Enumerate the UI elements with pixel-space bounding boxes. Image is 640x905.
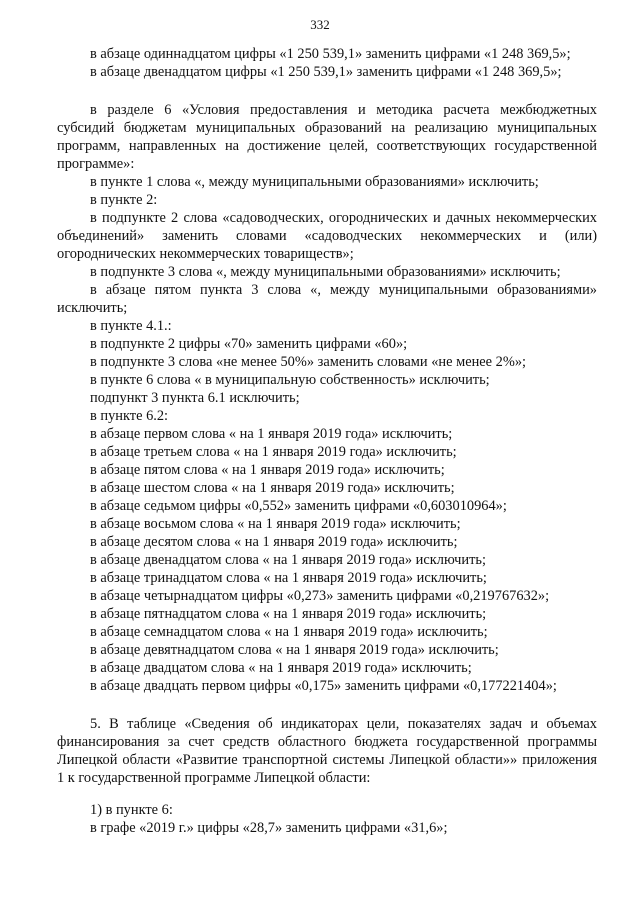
paragraph: в абзаце семнадцатом слова « на 1 января 2019 года» исключить; [90,624,488,640]
paragraph-gap [57,81,597,101]
paragraph-gap [57,695,597,715]
paragraph: в абзаце шестом слова « на 1 января 2019 года» исключить; [90,480,455,496]
paragraph: в абзаце четырнадцатом цифры «0,273» заменить цифрами «0,219767632»; [90,588,550,604]
paragraph: в абзаце седьмом цифры «0,552» заменить цифрами «0,603010964»; [90,498,507,514]
page-number: 332 [310,17,330,32]
paragraph: в абзаце восьмом слова « на 1 января 2019 года» исключить; [90,516,461,532]
paragraph: 1) в пункте 6: [90,802,173,818]
paragraph: в абзаце пятом пункта 3 слова «, между муниципальными образованиями» исключить; [57,282,597,316]
paragraph: в пункте 1 слова «, между муниципальными образованиями» исключить; [90,174,539,190]
paragraph: в пункте 6.2: [90,408,169,424]
paragraph: в подпункте 3 слова «, между муниципальными образованиями» исключить; [90,264,561,280]
paragraph: в подпункте 2 слова «садоводческих, огороднических и дачных некоммерческих объединений» заменить словами «садоводческих некоммерческих и (или) огороднических некоммерческих товариществ»; [57,210,597,262]
paragraph: в абзаце двадцать первом цифры «0,175» заменить цифрами «0,177221404»; [90,678,557,694]
paragraph: в абзаце первом слова « на 1 января 2019 года» исключить; [90,426,453,442]
paragraph: в абзаце пятнадцатом слова « на 1 января 2019 года» исключить; [90,606,487,622]
paragraph: в разделе 6 «Условия предоставления и методика расчета межбюджетных субсидий бюджетам муниципальных образований на реализацию муниципальных программ, направленных на достижение целей, соответствующих государственной программе»: [57,102,597,172]
paragraph: в абзаце тринадцатом слова « на 1 января 2019 года» исключить; [90,570,487,586]
paragraph: в абзаце девятнадцатом слова « на 1 января 2019 года» исключить; [90,642,499,658]
paragraph: в абзаце двенадцатом цифры «1 250 539,1» заменить цифрами «1 248 369,5»; [90,64,562,80]
paragraph: в абзаце десятом слова « на 1 января 2019 года» исключить; [90,534,458,550]
paragraph: подпункт 3 пункта 6.1 исключить; [90,390,300,406]
paragraph: в абзаце третьем слова « на 1 января 2019 года» исключить; [90,444,457,460]
paragraph: в абзаце пятом слова « на 1 января 2019 года» исключить; [90,462,445,478]
paragraph: в абзаце двенадцатом слова « на 1 января 2019 года» исключить; [90,552,486,568]
paragraph: 5. В таблице «Сведения об индикаторах цели, показателях задач и объемах финансирования за счет средств областного бюджета государственной программы Липецкой области «Развитие транспортной системы Липецкой области»» приложения 1 к государственной программе Липецкой области: [57,716,597,786]
paragraph: в графе «2019 г.» цифры «28,7» заменить цифрами «31,6»; [90,820,448,836]
paragraph: в абзаце одиннадцатом цифры «1 250 539,1» заменить цифрами «1 248 369,5»; [90,46,571,62]
paragraph: в абзаце двадцатом слова « на 1 января 2019 года» исключить; [90,660,472,676]
document-body [57,45,597,837]
paragraph: в пункте 4.1.: [90,318,172,334]
paragraph: в подпункте 3 слова «не менее 50%» заменить словами «не менее 2%»; [90,354,527,370]
paragraph: в пункте 6 слова « в муниципальную собственность» исключить; [90,372,490,388]
paragraph: в пункте 2: [90,192,158,208]
paragraph-gap [57,787,597,801]
paragraph: в подпункте 2 цифры «70» заменить цифрами «60»; [90,336,408,352]
